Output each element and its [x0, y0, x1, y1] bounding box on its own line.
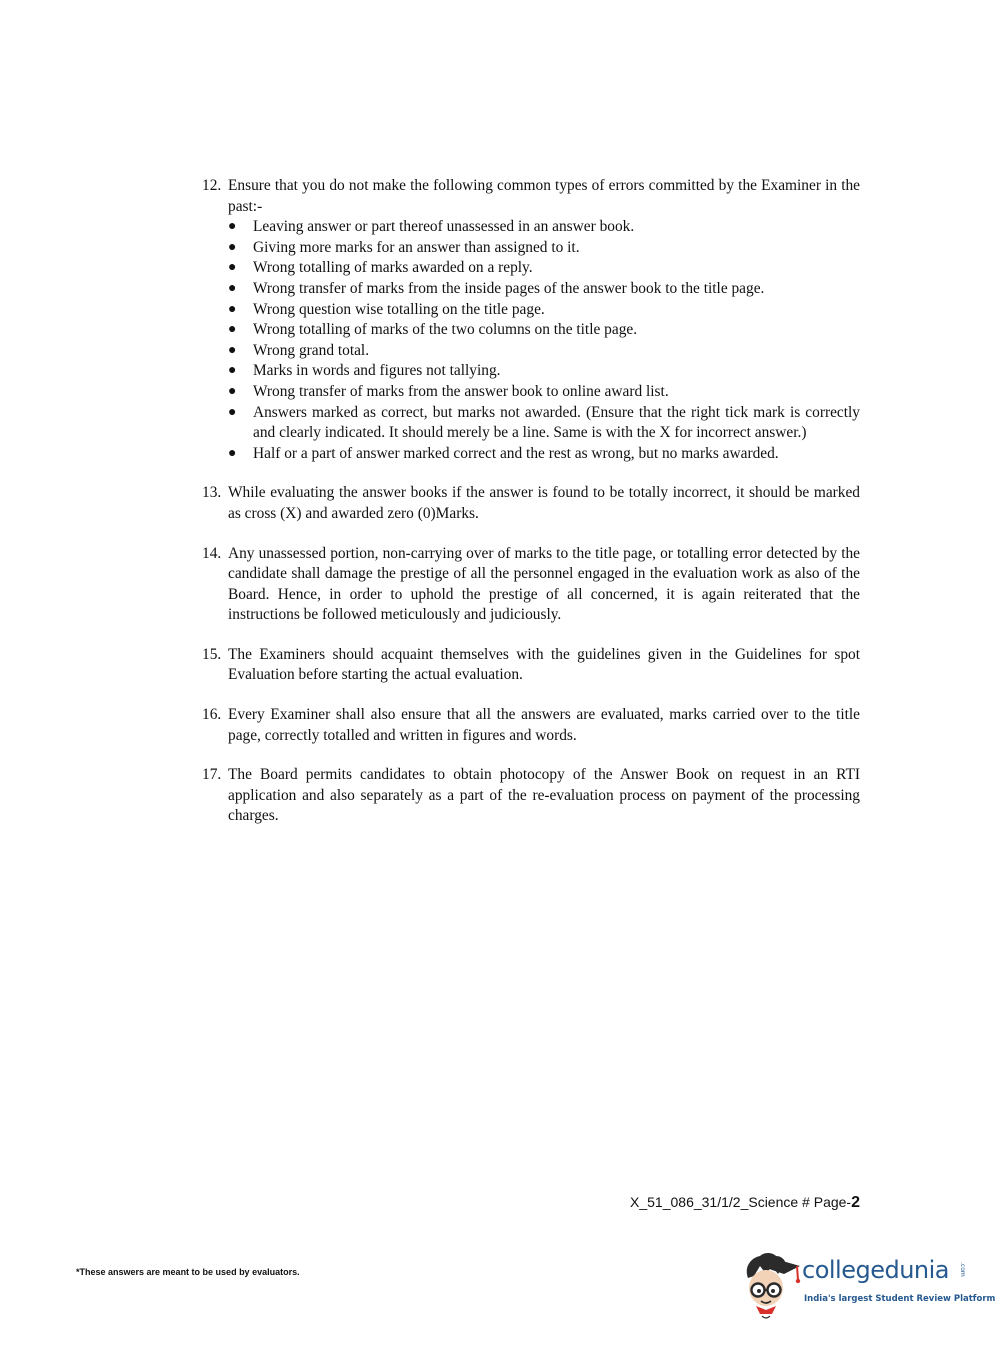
list-item: ● Wrong transfer of marks from the answer book to online award list.: [228, 382, 860, 403]
bullet-icon: ●: [228, 445, 237, 461]
instruction-number: 17.: [202, 766, 222, 784]
list-item: ● Leaving answer or part thereof unassessed in an answer book.: [228, 217, 860, 238]
logo-domain-suffix: .com: [959, 1262, 966, 1277]
page-number: 2: [851, 1194, 860, 1211]
error-types-list: [228, 217, 860, 464]
instruction-number: 14.: [202, 544, 222, 562]
instruction-number: 16.: [202, 706, 222, 724]
instruction-text: Any unassessed portion, non-carrying over of marks to the title page, or totalling error detected by the candidate shall damage the prestige of all the personnel engaged in the evaluation work as also of the Board. Hence, in order to uphold the prestige of all concerned, it is again reiterated that the instructions be followed meticulously and judiciously.: [228, 544, 860, 624]
bullet-icon: ●: [228, 219, 237, 235]
bullet-icon: ●: [228, 404, 237, 420]
list-item: ● Wrong totalling of marks of the two columns on the title page.: [228, 320, 860, 341]
list-item: ● Wrong totalling of marks awarded on a reply.: [228, 258, 860, 279]
instruction-12: [202, 176, 860, 464]
instruction-number: 13.: [202, 484, 222, 502]
instructions-list: [202, 176, 860, 846]
list-item: ● Wrong grand total.: [228, 341, 860, 362]
instruction-14: [202, 544, 860, 626]
instruction-text: Every Examiner shall also ensure that all the answers are evaluated, marks carried over to the title page, correctly totalled and written in figures and words.: [228, 706, 860, 744]
instruction-text: Ensure that you do not make the following common types of errors committed by the Examiner in the past:-: [228, 177, 860, 215]
list-item: ● Answers marked as correct, but marks not awarded. (Ensure that the right tick mark is correctly and clearly indicated. It should merely be a line. Same is with the X for incorrect answer.): [228, 403, 860, 444]
list-item: ● Marks in words and figures not tallying.: [228, 361, 860, 382]
bullet-icon: ●: [228, 239, 237, 255]
list-item: ● Wrong transfer of marks from the inside pages of the answer book to the title page.: [228, 279, 860, 300]
bullet-icon: ●: [228, 280, 237, 296]
bullet-icon: ●: [228, 363, 237, 379]
instruction-13: [202, 483, 860, 524]
instruction-text: The Board permits candidates to obtain photocopy of the Answer Book on request in an RTI application and also separately as a part of the re-evaluation process on payment of the processing charges.: [228, 766, 860, 825]
bullet-icon: ●: [228, 322, 237, 338]
instruction-number: 15.: [202, 645, 222, 663]
logo-tagline: India's largest Student Review Platform: [804, 1294, 996, 1304]
evaluator-note: *These answers are meant to be used by evaluators.: [76, 1267, 300, 1277]
bullet-icon: ●: [228, 260, 237, 276]
instruction-15: [202, 645, 860, 686]
student-mascot-icon: [742, 1250, 804, 1320]
instruction-number: 12.: [202, 177, 222, 194]
list-item: ● Half or a part of answer marked correct and the rest as wrong, but no marks awarded.: [228, 444, 860, 465]
bullet-icon: ●: [228, 301, 237, 317]
instruction-text: While evaluating the answer books if the answer is found to be totally incorrect, it should be marked as cross (X) and awarded zero (0)Marks.: [228, 484, 860, 522]
instruction-text: The Examiners should acquaint themselves with the guidelines given in the Guidelines for spot Evaluation before starting the actual evaluation.: [228, 645, 860, 684]
list-item: ● Wrong question wise totalling on the title page.: [228, 300, 860, 321]
bullet-icon: ●: [228, 342, 237, 358]
page-code: X_51_086_31/1/2_Science # Page-2: [630, 1194, 860, 1211]
instruction-17: [202, 765, 860, 827]
instruction-16: [202, 705, 860, 746]
list-item: ● Giving more marks for an answer than assigned to it.: [228, 238, 860, 259]
collegedunia-logo: [742, 1250, 996, 1320]
logo-wordmark: collegedunia: [802, 1256, 950, 1284]
bullet-icon: ●: [228, 383, 237, 399]
